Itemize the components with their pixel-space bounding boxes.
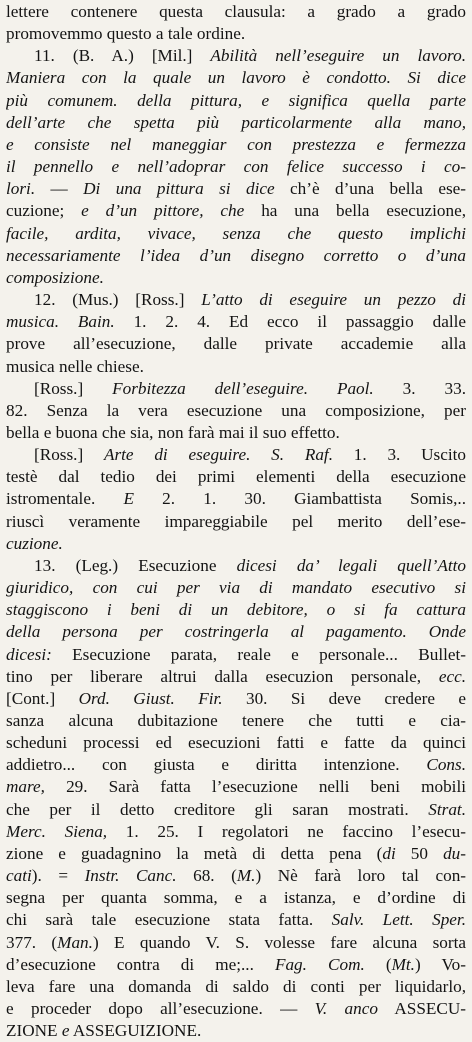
text-span: ) Vo- — [414, 954, 466, 974]
text-line — [6, 954, 466, 976]
text-line — [6, 887, 466, 909]
text-span: zione e guadagnino la metà di detta pena ( — [6, 843, 383, 863]
text-span: ASSEGUIZIONE. — [69, 1021, 202, 1041]
text-span: che per il detto creditore gli saran mostrati. — [6, 799, 429, 819]
text-span: 1. 3. Uscito — [333, 445, 466, 465]
text-span: 1. 25. I regolatori ne faccino l’esecu- — [107, 821, 466, 841]
text-span: [Cont.] — [6, 688, 79, 708]
italic-text: M. — [236, 866, 256, 886]
text-line — [6, 356, 466, 378]
italic-text: L’atto di eseguire un pezzo di — [201, 290, 466, 310]
text-line — [6, 843, 466, 865]
italic-text: facile, ardita, vivace, senza che questo implichi — [6, 223, 466, 243]
text-line — [6, 754, 466, 776]
italic-text: dicesi da’ legali quell’Atto — [236, 555, 466, 575]
italic-text: Salv. Lett. Sper. — [331, 910, 466, 930]
text-span: 82. Senza la vera esecuzione una composizione, per — [6, 400, 466, 420]
text-line — [6, 200, 466, 222]
text-span: lettere contenere questa clausula: a grado a grado — [6, 2, 466, 21]
text-span: ZIONE — [6, 1021, 62, 1041]
italic-text: e — [61, 1021, 70, 1041]
text-span: tino per liberare altrui dalla esecuzion personale, — [6, 666, 439, 686]
italic-text: Fag. Com. — [274, 954, 365, 974]
italic-text: du- — [443, 843, 466, 863]
text-line — [6, 400, 466, 422]
italic-text: mare, — [6, 777, 45, 797]
italic-text: Arte di eseguire. S. Raf. — [103, 445, 333, 465]
italic-text: dicesi: — [6, 644, 52, 664]
text-line — [6, 666, 466, 688]
italic-text: lori. — [6, 179, 36, 199]
text-span: 1. 2. 4. Ed ecco il passaggio dalle — [114, 312, 466, 332]
text-span: 30. Si deve credere e — [222, 688, 466, 708]
italic-text: cuzione. — [6, 533, 63, 553]
text-line — [6, 45, 466, 67]
text-line — [6, 533, 466, 555]
text-line — [6, 90, 466, 112]
text-line — [6, 776, 466, 798]
text-line — [6, 511, 466, 533]
text-line — [6, 378, 466, 400]
text-span: prove all’esecuzione, dalle private accademie alla — [6, 334, 466, 354]
text-span: 2. 1. 30. Giambattista Somis,.. — [133, 489, 466, 509]
text-span: cuzione; — [6, 201, 82, 221]
text-line — [6, 178, 466, 200]
italic-text: Maniera con la quale un lavoro è condotto. Si dice — [6, 68, 466, 88]
italic-text: musica. Bain. — [6, 312, 115, 332]
italic-text: il pennello e nell’adoprar con felice successo i co- — [6, 157, 466, 177]
text-span: testè dal tedio dei primi elementi della esecuzione — [6, 467, 466, 487]
text-span: 68. ( — [176, 866, 237, 886]
text-line — [6, 865, 466, 887]
text-line — [6, 732, 466, 754]
text-span: d’esecuzione contra di me;... — [6, 954, 275, 974]
text-span: 3. 33. — [373, 378, 466, 398]
italic-text: di — [382, 843, 396, 863]
italic-text: Mt. — [391, 954, 415, 974]
text-span: ha una bella esecuzione, — [244, 201, 466, 221]
italic-text: V. anco — [314, 999, 378, 1019]
italic-text: E — [123, 489, 134, 509]
text-line — [6, 1, 466, 23]
text-line — [6, 488, 466, 510]
text-span: Esecuzione parata, reale e personale... Bullet- — [51, 644, 466, 664]
text-span: ch’è d’una bella ese- — [274, 179, 466, 199]
italic-text: Strat. — [428, 799, 466, 819]
italic-text: Di una pittura si dice — [83, 179, 275, 199]
text-span: sanza alcuna dubitazione tenere che tutti e cia- — [6, 711, 466, 730]
text-line — [6, 644, 466, 666]
text-span: 11. (B. A.) [Mil.] — [34, 46, 211, 66]
text-line — [6, 821, 466, 843]
italic-text: dell’arte che spetta più particolarmente alla mano, — [6, 112, 466, 132]
text-span: ( — [364, 954, 392, 974]
italic-text: staggiscono i beni di un debitore, o si fa cattura — [6, 600, 466, 620]
text-span: ) E quando V. S. volesse fare alcuna sorta — [92, 932, 466, 952]
italic-text: Ord. Giust. Fir. — [78, 688, 223, 708]
text-line — [6, 555, 466, 577]
italic-text: Man. — [57, 932, 93, 952]
text-span: ) Nè farà loro tal con- — [255, 866, 466, 886]
text-line — [6, 67, 466, 89]
text-line — [6, 466, 466, 488]
text-line — [6, 333, 466, 355]
text-line — [6, 799, 466, 821]
text-line — [6, 1020, 466, 1042]
text-span: 13. (Leg.) Esecuzione — [34, 555, 237, 575]
text-line — [6, 444, 466, 466]
text-span: istromentale. — [6, 489, 124, 509]
italic-text: composizione. — [6, 267, 104, 287]
text-span: leva fare una domanda di saldo di conti per liquidarlo, — [6, 976, 466, 996]
text-line — [6, 688, 466, 710]
text-span: 377. ( — [6, 932, 58, 952]
text-line — [6, 112, 466, 134]
text-span: ). = — [31, 866, 85, 886]
text-line — [6, 577, 466, 599]
text-line — [6, 621, 466, 643]
text-span: riuscì veramente impareggiabile pel merito dell’ese- — [6, 511, 466, 531]
text-line — [6, 23, 466, 45]
text-span: musica nelle chiese. — [6, 356, 144, 376]
text-span: [Ross.] — [34, 445, 104, 465]
text-line — [6, 909, 466, 931]
text-span: 12. (Mus.) [Ross.] — [34, 290, 202, 310]
text-line — [6, 599, 466, 621]
italic-text: cati — [6, 866, 32, 886]
text-span: promovemmo questo a tale ordine. — [6, 24, 246, 44]
italic-text: Instr. Canc. — [84, 866, 177, 886]
italic-text: e d’un pittore, che — [81, 201, 245, 221]
italic-text: Cons. — [426, 755, 466, 775]
text-span: 50 — [395, 843, 444, 863]
text-line — [6, 156, 466, 178]
text-span: [Ross.] — [34, 378, 113, 398]
text-line — [6, 710, 466, 732]
text-line — [6, 998, 466, 1020]
text-line — [6, 311, 466, 333]
text-line — [6, 223, 466, 245]
italic-text: ecc. — [438, 666, 466, 686]
text-span: addietro... con giusta e diritta intenzione. — [6, 755, 427, 775]
italic-text: della persona per costringerla al pagamento. Onde — [6, 622, 466, 642]
text-span: bella e buona che sia, non farà mai il suo effetto. — [6, 422, 340, 442]
text-line — [6, 134, 466, 156]
text-span: ASSECU- — [377, 999, 466, 1019]
text-line — [6, 289, 466, 311]
text-span: segna per quanta somma, e a istanza, e d’ordine di — [6, 888, 466, 908]
text-span: scheduni processi ed esecuzioni fatti e fatte da quinci — [6, 733, 466, 753]
text-line — [6, 245, 466, 267]
italic-text: Abilità nell’eseguire un lavoro. — [210, 46, 466, 66]
text-span: chi sarà tale esecuzione stata fatta. — [6, 910, 332, 930]
italic-text: Merc. Siena, — [6, 821, 108, 841]
text-line — [6, 267, 466, 289]
text-line — [6, 976, 466, 998]
italic-text: necessariamente l’idea d’un disegno corretto o d’una — [6, 245, 466, 265]
text-span: e proceder dopo all’esecuzione. — — [6, 999, 315, 1019]
italic-text: più comunem. della pittura, e significa quella parte — [6, 90, 466, 110]
text-span: 29. Sarà fatta l’esecuzione nelli beni mobili — [44, 777, 466, 797]
italic-text: giuridico, con cui per via di mandato esecutivo si — [6, 578, 466, 598]
text-line — [6, 932, 466, 954]
text-span: — — [35, 179, 84, 199]
italic-text: Forbitezza dell’eseguire. Paol. — [112, 378, 374, 398]
entry-column — [6, 1, 466, 1042]
text-line — [6, 422, 466, 444]
italic-text: e consiste nel maneggiar con prestezza e fermezza — [6, 134, 466, 154]
